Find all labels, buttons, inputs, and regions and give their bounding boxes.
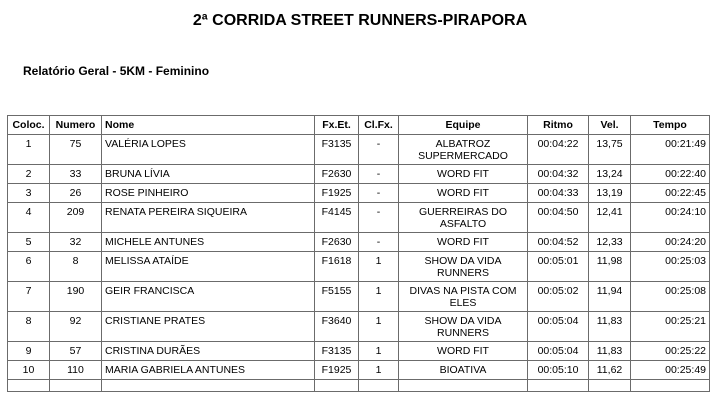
cell-empty bbox=[359, 380, 399, 392]
cell-equipe: WORD FIT bbox=[399, 184, 528, 203]
cell-numero: 75 bbox=[50, 135, 102, 165]
cell-empty bbox=[399, 380, 528, 392]
cell-empty bbox=[589, 380, 631, 392]
cell-empty bbox=[50, 380, 102, 392]
report-title: 2ª CORRIDA STREET RUNNERS-PIRAPORA bbox=[192, 12, 528, 29]
cell-clfx: - bbox=[359, 135, 399, 165]
cell-ritmo: 00:04:22 bbox=[528, 135, 589, 165]
cell-tempo: 00:25:22 bbox=[631, 342, 710, 361]
cell-ritmo: 00:05:04 bbox=[528, 312, 589, 342]
cell-clfx: 1 bbox=[359, 282, 399, 312]
cell-numero: 57 bbox=[50, 342, 102, 361]
table-row bbox=[8, 165, 710, 184]
cell-ritmo: 00:04:32 bbox=[528, 165, 589, 184]
cell-numero: 26 bbox=[50, 184, 102, 203]
table-header-row bbox=[8, 116, 710, 135]
cell-numero: 33 bbox=[50, 165, 102, 184]
cell-ritmo: 00:05:04 bbox=[528, 342, 589, 361]
cell-tempo: 00:24:10 bbox=[631, 203, 710, 233]
cell-tempo: 00:25:21 bbox=[631, 312, 710, 342]
col-header-nome: Nome bbox=[102, 116, 315, 135]
cell-coloc: 6 bbox=[8, 252, 50, 282]
cell-empty bbox=[528, 380, 589, 392]
cell-clfx: 1 bbox=[359, 342, 399, 361]
cell-vel: 11,94 bbox=[589, 282, 631, 312]
cell-coloc: 1 bbox=[8, 135, 50, 165]
cell-fxet: F3135 bbox=[315, 135, 359, 165]
cell-nome: MARIA GABRIELA ANTUNES bbox=[102, 361, 315, 380]
cell-coloc: 7 bbox=[8, 282, 50, 312]
cell-coloc: 4 bbox=[8, 203, 50, 233]
cell-tempo: 00:21:49 bbox=[631, 135, 710, 165]
cell-ritmo: 00:05:02 bbox=[528, 282, 589, 312]
cell-fxet: F1925 bbox=[315, 361, 359, 380]
cell-empty bbox=[315, 380, 359, 392]
cell-numero: 32 bbox=[50, 233, 102, 252]
cell-clfx: - bbox=[359, 203, 399, 233]
cell-tempo: 00:25:08 bbox=[631, 282, 710, 312]
cell-coloc: 3 bbox=[8, 184, 50, 203]
cell-numero: 190 bbox=[50, 282, 102, 312]
cell-nome: GEIR FRANCISCA bbox=[102, 282, 315, 312]
cell-numero: 110 bbox=[50, 361, 102, 380]
cell-numero: 92 bbox=[50, 312, 102, 342]
cell-coloc: 8 bbox=[8, 312, 50, 342]
cell-equipe: WORD FIT bbox=[399, 165, 528, 184]
cell-fxet: F4145 bbox=[315, 203, 359, 233]
cell-tempo: 00:22:45 bbox=[631, 184, 710, 203]
cell-tempo: 00:22:40 bbox=[631, 165, 710, 184]
cell-vel: 11,62 bbox=[589, 361, 631, 380]
cell-nome: MELISSA ATAÍDE bbox=[102, 252, 315, 282]
cell-fxet: F2630 bbox=[315, 233, 359, 252]
cell-numero: 209 bbox=[50, 203, 102, 233]
cell-nome: ROSE PINHEIRO bbox=[102, 184, 315, 203]
cell-nome: RENATA PEREIRA SIQUEIRA bbox=[102, 203, 315, 233]
table-row bbox=[8, 282, 710, 312]
cell-fxet: F1925 bbox=[315, 184, 359, 203]
cell-nome: CRISTINA DURÃES bbox=[102, 342, 315, 361]
col-header-vel: Vel. bbox=[589, 116, 631, 135]
table-row bbox=[8, 252, 710, 282]
cell-clfx: 1 bbox=[359, 312, 399, 342]
table-row bbox=[8, 233, 710, 252]
cell-fxet: F1618 bbox=[315, 252, 359, 282]
cell-vel: 13,75 bbox=[589, 135, 631, 165]
table-row bbox=[8, 361, 710, 380]
cell-clfx: - bbox=[359, 233, 399, 252]
cell-clfx: 1 bbox=[359, 252, 399, 282]
cell-coloc: 10 bbox=[8, 361, 50, 380]
cell-fxet: F5155 bbox=[315, 282, 359, 312]
cell-vel: 12,33 bbox=[589, 233, 631, 252]
cell-tempo: 00:25:03 bbox=[631, 252, 710, 282]
cell-vel: 11,83 bbox=[589, 342, 631, 361]
cell-nome: BRUNA LÍVIA bbox=[102, 165, 315, 184]
cell-nome: CRISTIANE PRATES bbox=[102, 312, 315, 342]
col-header-fxet: Fx.Et. bbox=[315, 116, 359, 135]
cell-vel: 13,24 bbox=[589, 165, 631, 184]
table-row-cutoff bbox=[8, 380, 710, 392]
cell-coloc: 9 bbox=[8, 342, 50, 361]
cell-clfx: 1 bbox=[359, 361, 399, 380]
cell-fxet: F2630 bbox=[315, 165, 359, 184]
table-row bbox=[8, 312, 710, 342]
cell-equipe: SHOW DA VIDA RUNNERS bbox=[399, 312, 528, 342]
table-row bbox=[8, 203, 710, 233]
cell-ritmo: 00:05:01 bbox=[528, 252, 589, 282]
cell-equipe: SHOW DA VIDA RUNNERS bbox=[399, 252, 528, 282]
cell-nome: MICHELE ANTUNES bbox=[102, 233, 315, 252]
cell-ritmo: 00:04:33 bbox=[528, 184, 589, 203]
col-header-equipe: Equipe bbox=[399, 116, 528, 135]
results-table bbox=[7, 115, 710, 392]
cell-vel: 13,19 bbox=[589, 184, 631, 203]
cell-empty bbox=[631, 380, 710, 392]
table-row bbox=[8, 135, 710, 165]
col-header-numero: Numero bbox=[50, 116, 102, 135]
cell-fxet: F3135 bbox=[315, 342, 359, 361]
table-row bbox=[8, 184, 710, 203]
table-row bbox=[8, 342, 710, 361]
cell-equipe: BIOATIVA bbox=[399, 361, 528, 380]
cell-clfx: - bbox=[359, 165, 399, 184]
cell-equipe: WORD FIT bbox=[399, 342, 528, 361]
cell-empty bbox=[102, 380, 315, 392]
col-header-ritmo: Ritmo bbox=[528, 116, 589, 135]
col-header-coloc: Coloc. bbox=[8, 116, 50, 135]
cell-coloc: 5 bbox=[8, 233, 50, 252]
cell-empty bbox=[8, 380, 50, 392]
cell-vel: 11,98 bbox=[589, 252, 631, 282]
col-header-clfx: Cl.Fx. bbox=[359, 116, 399, 135]
cell-equipe: DIVAS NA PISTA COM ELES bbox=[399, 282, 528, 312]
cell-equipe: ALBATROZ SUPERMERCADO bbox=[399, 135, 528, 165]
cell-ritmo: 00:04:52 bbox=[528, 233, 589, 252]
cell-numero: 8 bbox=[50, 252, 102, 282]
cell-equipe: GUERREIRAS DO ASFALTO bbox=[399, 203, 528, 233]
cell-nome: VALÉRIA LOPES bbox=[102, 135, 315, 165]
col-header-tempo: Tempo bbox=[631, 116, 710, 135]
cell-tempo: 00:25:49 bbox=[631, 361, 710, 380]
cell-ritmo: 00:04:50 bbox=[528, 203, 589, 233]
cell-clfx: - bbox=[359, 184, 399, 203]
cell-coloc: 2 bbox=[8, 165, 50, 184]
cell-tempo: 00:24:20 bbox=[631, 233, 710, 252]
cell-equipe: WORD FIT bbox=[399, 233, 528, 252]
report-subtitle: Relatório Geral - 5KM - Feminino bbox=[23, 64, 210, 78]
cell-ritmo: 00:05:10 bbox=[528, 361, 589, 380]
cell-fxet: F3640 bbox=[315, 312, 359, 342]
cell-vel: 11,83 bbox=[589, 312, 631, 342]
cell-vel: 12,41 bbox=[589, 203, 631, 233]
